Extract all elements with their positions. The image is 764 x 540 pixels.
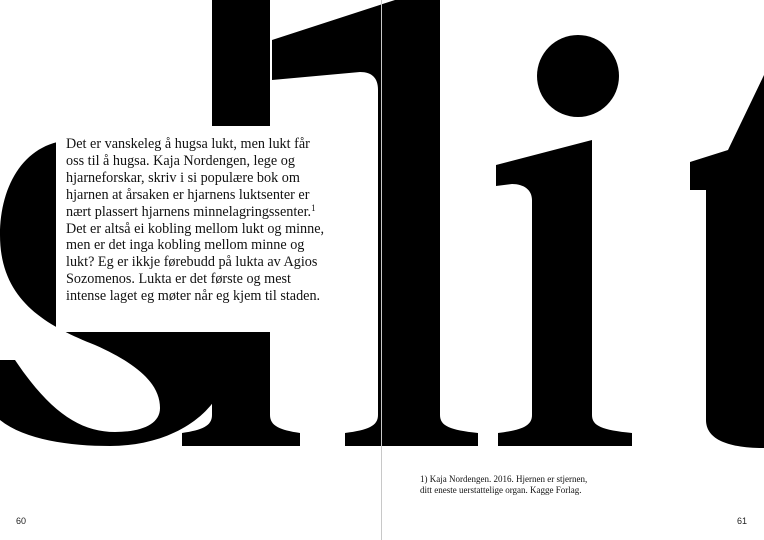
body-line: Det er altså ei kobling mellom lukt og minne, xyxy=(66,220,325,237)
glyph-i-stem xyxy=(496,140,632,446)
body-line: hjarneforskar, skriv i si populære bok om xyxy=(66,169,300,186)
footnote xyxy=(420,474,640,496)
glyph-t xyxy=(690,75,764,448)
body-line: intense laget eg møter når eg kjem til staden. xyxy=(66,288,321,305)
body-line: men er det inga kobling mellom minne og xyxy=(66,237,305,254)
body-line: oss til å hugsa. Kaja Nordengen, lege og xyxy=(66,152,295,169)
page-number-left: 60 xyxy=(16,516,27,526)
body-line: hjarnen at årsaken er hjarnens luktsenter er xyxy=(66,186,310,203)
footnote-marker: 1 xyxy=(311,202,316,213)
page-number-right: 61 xyxy=(737,516,748,526)
footnote-line: ditt eneste uerstattelige organ. Kagge Forlag. xyxy=(420,485,582,495)
glyph-i-dot xyxy=(537,35,619,117)
gutter xyxy=(381,0,382,540)
body-line: lukt? Eg er ikkje førebudd på lukta av Agios xyxy=(66,254,318,271)
body-line: nært plassert hjarnens minnelagringssenter. xyxy=(66,203,312,220)
body-line: Det er vanskeleg å hugsa lukt, men lukt får xyxy=(66,136,310,152)
footnote-line: 1) Kaja Nordengen. 2016. Hjernen er stjernen, xyxy=(420,474,588,484)
body-text-box xyxy=(56,126,340,332)
body-line: Sozomenos. Lukta er det første og mest xyxy=(66,271,291,288)
body-paragraph xyxy=(66,136,340,305)
